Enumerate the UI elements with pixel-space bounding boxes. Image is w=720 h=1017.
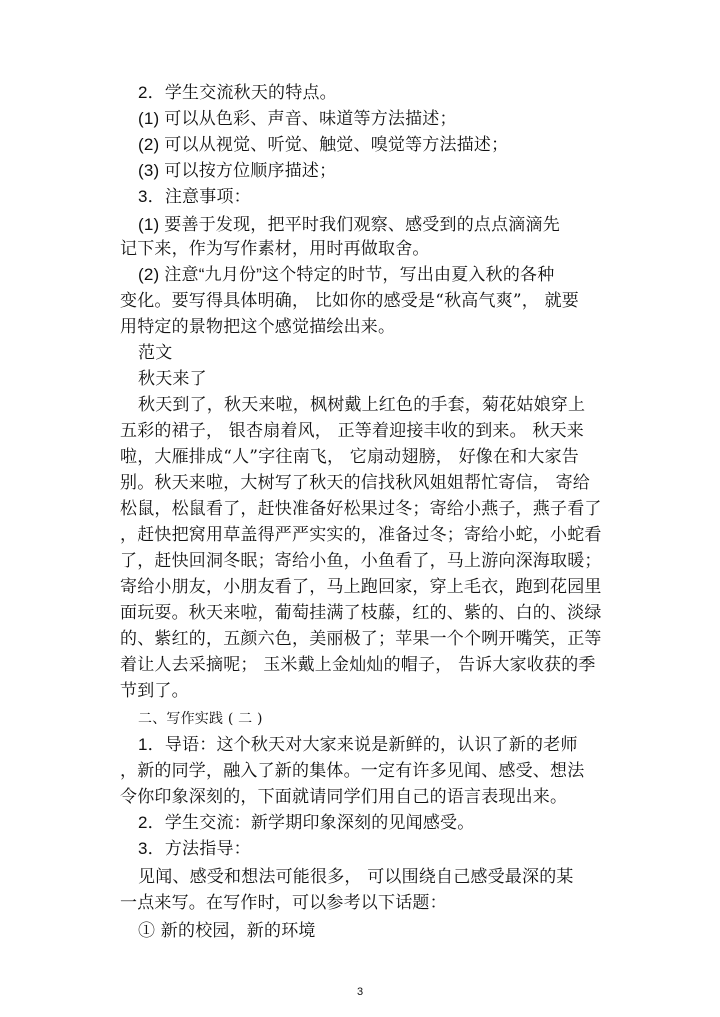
text-line: 松鼠，松鼠看了，赶快准备好松果过冬；寄给小燕子，燕子看了 [120, 499, 602, 519]
text-line: 1．导语：这个秋天对大家来说是新鲜的，认识了新的老师 [138, 735, 578, 754]
text-line: 寄给小朋友，小朋友看了，马上跑回家，穿上毛衣，跑到花园里 [120, 577, 602, 597]
text-line: 变化。要写得具体明确， 比如你的感受是“秋高气爽”， 就要 [120, 291, 579, 311]
text-line: 节到了。 [120, 681, 189, 701]
text-line: 着让人去采摘呢； 玉米戴上金灿灿的帽子， 告诉大家收获的季 [120, 655, 596, 675]
text-line: 五彩的裙子， 银杏扇着风， 正等着迎接丰收的到来。 秋天来 [120, 421, 585, 441]
section-heading: 二、写作实践 ( 二 ) [138, 711, 263, 727]
text-line: (3) 可以按方位顺序描述； [138, 161, 337, 180]
text-line: (1) 可以从色彩、声音、味道等方法描述； [138, 109, 457, 128]
text-line: 3．注意事项： [138, 187, 251, 206]
essay-title: 秋天来了 [138, 369, 207, 389]
text-line: 的、紫红的，五颜六色，美丽极了；苹果一个个咧开嘴笑，正等 [120, 629, 602, 649]
section-label: 范文 [138, 343, 173, 363]
text-line: 秋天到了，秋天来啦，枫树戴上红色的手套，菊花姑娘穿上 [138, 395, 586, 415]
text-line: (2) 注意“九月份”这个特定的时节，写出由夏入秋的各种 [138, 265, 555, 284]
text-line: 用特定的景物把这个感觉描绘出来。 [120, 317, 396, 337]
text-line: (2) 可以从视觉、听觉、触觉、嗅觉等方法描述； [138, 135, 509, 154]
text-line: 了，赶快回洞冬眠；寄给小鱼，小鱼看了，马上游向深海取暖； [120, 551, 602, 571]
page-number: 3 [356, 986, 364, 998]
text-line: 见闻、感受和想法可能很多， 可以围绕自己感受最深的某 [138, 867, 574, 887]
text-line: 2．学生交流：新学期印象深刻的见闻感受。 [138, 813, 475, 832]
text-line: 啦，大雁排成“人”字往南飞， 它扇动翅膀， 好像在和大家告 [120, 447, 579, 467]
text-line: 别。秋天来啦，大树写了秋天的信找秋风姐姐帮忙寄信， 寄给 [120, 473, 591, 493]
text-line: ，新的同学，融入了新的集体。一定有许多见闻、感受、想法 [120, 761, 585, 781]
text-line: ，赶快把窝用草盖得严严实实的，准备过冬；寄给小蛇，小蛇看 [120, 525, 602, 545]
text-line: 令你印象深刻的，下面就请同学们用自己的语言表现出来。 [120, 787, 568, 807]
text-line: 2．学生交流秋天的特点。 [138, 83, 337, 102]
text-line: 一点来写。在写作时，可以参考以下话题： [120, 893, 447, 913]
text-line: ① 新的校园，新的环境 [138, 921, 316, 941]
text-line: 记下来，作为写作素材，用时再做取舍。 [120, 239, 430, 259]
text-line: (1) 要善于发现，把平时我们观察、感受到的点点滴滴先 [138, 215, 560, 234]
text-line: 3．方法指导： [138, 839, 251, 858]
text-line: 面玩耍。秋天来啦，葡萄挂满了枝藤，红的、紫的、白的、淡绿 [120, 603, 602, 623]
